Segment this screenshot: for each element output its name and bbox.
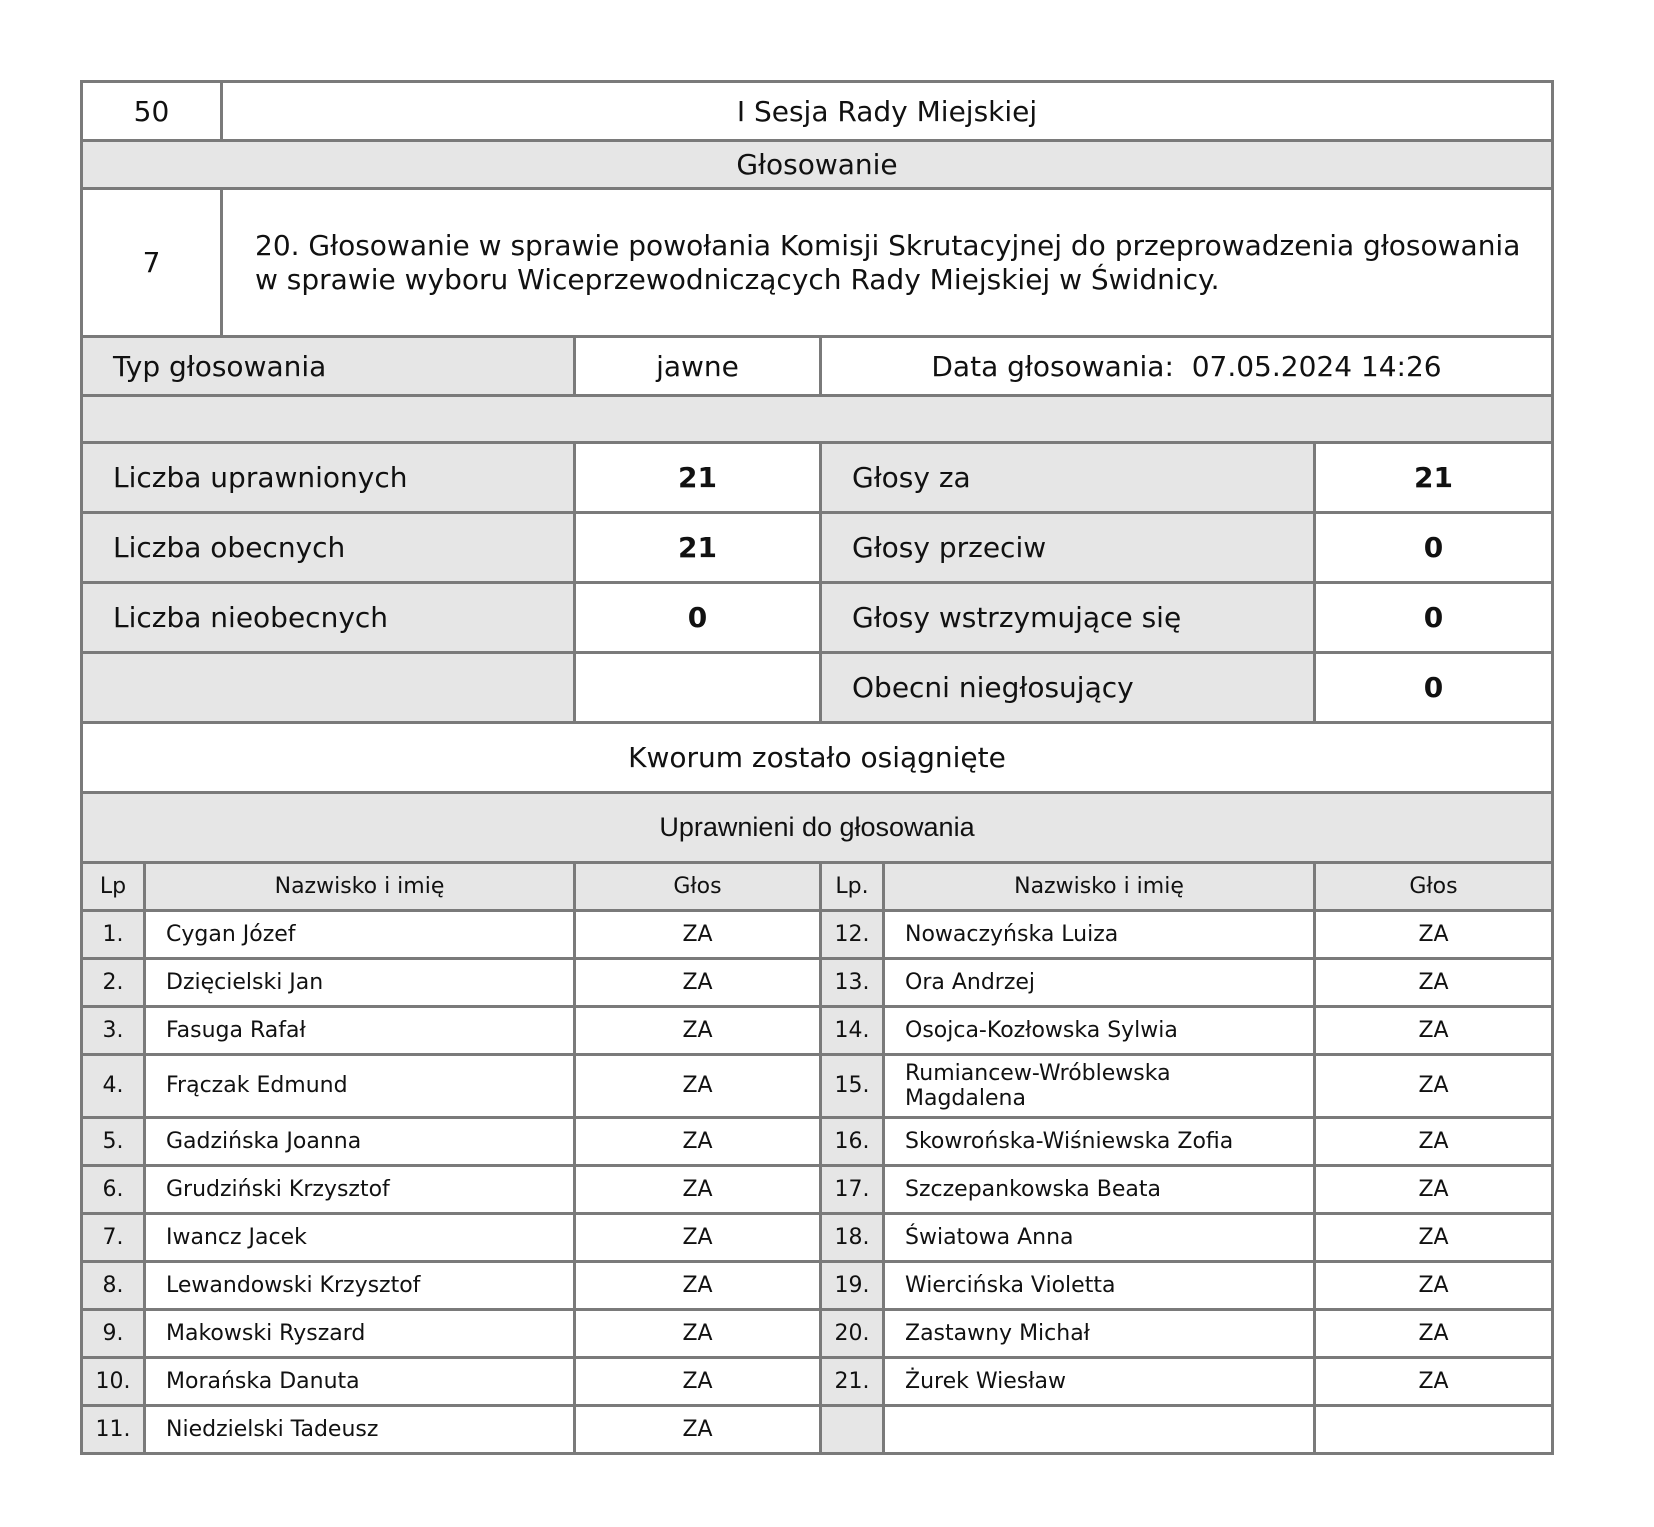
voter-vote: ZA	[1315, 1055, 1553, 1118]
voter-lp: 1.	[82, 911, 145, 959]
voter-lp: 17.	[821, 1166, 884, 1214]
voter-name: Wiercińska Violetta	[884, 1262, 1315, 1310]
voter-name	[884, 1406, 1315, 1454]
stat-value-votes-against: 0	[1315, 513, 1553, 583]
header-name-left: Nazwisko i imię	[145, 863, 575, 911]
voter-vote: ZA	[575, 1214, 821, 1262]
voter-vote: ZA	[575, 1262, 821, 1310]
vote-topic	[222, 189, 1553, 337]
table-row	[82, 959, 1553, 1007]
voter-vote: ZA	[1315, 911, 1553, 959]
voter-lp: 4.	[82, 1055, 145, 1118]
table-row	[82, 1310, 1553, 1358]
header-vote-left: Głos	[575, 863, 821, 911]
voter-name: Lewandowski Krzysztof	[145, 1262, 575, 1310]
vote-date-label: Data głosowania:	[931, 349, 1174, 383]
voter-lp: 7.	[82, 1214, 145, 1262]
table-row	[82, 1406, 1553, 1454]
quorum-table	[80, 721, 1554, 864]
table-row	[82, 1055, 1553, 1118]
voter-name: Skowrońska-Wiśniewska Zofia	[884, 1118, 1315, 1166]
voter-name: Makowski Ryszard	[145, 1310, 575, 1358]
voter-vote: ZA	[575, 1310, 821, 1358]
vote-type-label: Typ głosowania	[82, 337, 575, 396]
voter-name: Zastawny Michał	[884, 1310, 1315, 1358]
voter-vote: ZA	[1315, 1310, 1553, 1358]
voter-name: Grudziński Krzysztof	[145, 1166, 575, 1214]
voting-report	[80, 80, 1554, 1455]
voter-name: Szczepankowska Beata	[884, 1166, 1315, 1214]
voter-lp: 2.	[82, 959, 145, 1007]
voter-name: Nowaczyńska Luiza	[884, 911, 1315, 959]
table-row	[82, 1214, 1553, 1262]
voter-lp: 8.	[82, 1262, 145, 1310]
stat-value-not-voting: 0	[1315, 653, 1553, 723]
vote-item-number: 7	[82, 189, 222, 337]
voter-lp: 9.	[82, 1310, 145, 1358]
table-row	[82, 1358, 1553, 1406]
voter-name: Morańska Danuta	[145, 1358, 575, 1406]
session-number: 50	[82, 82, 222, 141]
stat-value-eligible: 21	[575, 443, 821, 513]
voters-title: Uprawnieni do głosowania	[82, 793, 1553, 863]
stat-value-abstain: 0	[1315, 583, 1553, 653]
voter-vote: ZA	[575, 1358, 821, 1406]
voter-lp	[821, 1406, 884, 1454]
voter-vote: ZA	[1315, 1214, 1553, 1262]
stat-label-votes-against: Głosy przeciw	[821, 513, 1315, 583]
voter-vote: ZA	[1315, 1118, 1553, 1166]
vote-type-value: jawne	[575, 337, 821, 396]
stats-table	[80, 441, 1554, 724]
voter-vote: ZA	[575, 911, 821, 959]
voter-name: Dzięcielski Jan	[145, 959, 575, 1007]
header-name-right: Nazwisko i imię	[884, 863, 1315, 911]
voter-vote: ZA	[575, 1055, 821, 1118]
voter-name: Niedzielski Tadeusz	[145, 1406, 575, 1454]
stat-value-present: 21	[575, 513, 821, 583]
stat-value-absent: 0	[575, 583, 821, 653]
voter-vote: ZA	[1315, 959, 1553, 1007]
voter-vote: ZA	[575, 1007, 821, 1055]
voter-lp: 5.	[82, 1118, 145, 1166]
stat-label-empty	[82, 653, 575, 723]
voter-vote: ZA	[575, 959, 821, 1007]
voter-vote: ZA	[1315, 1007, 1553, 1055]
voter-name: Ora Andrzej	[884, 959, 1315, 1007]
voter-name: Cygan Józef	[145, 911, 575, 959]
stat-label-absent: Liczba nieobecnych	[82, 583, 575, 653]
voter-lp: 12.	[821, 911, 884, 959]
voter-vote: ZA	[575, 1118, 821, 1166]
voter-lp: 19.	[821, 1262, 884, 1310]
voter-name: Frączak Edmund	[145, 1055, 575, 1118]
voter-name: Iwancz Jacek	[145, 1214, 575, 1262]
voter-lp: 15.	[821, 1055, 884, 1118]
table-row	[82, 1166, 1553, 1214]
voter-lp: 13.	[821, 959, 884, 1007]
stat-label-votes-for: Głosy za	[821, 443, 1315, 513]
voter-lp: 18.	[821, 1214, 884, 1262]
voter-name: Osojca-Kozłowska Sylwia	[884, 1007, 1315, 1055]
table-row	[82, 911, 1553, 959]
table-row	[82, 1118, 1553, 1166]
voter-lp: 10.	[82, 1358, 145, 1406]
voter-name: Rumiancew-Wróblewska Magdalena	[884, 1055, 1315, 1118]
vote-date-value: 07.05.2024 14:26	[1191, 349, 1442, 383]
session-header-table	[80, 80, 1554, 338]
voter-lp: 14.	[821, 1007, 884, 1055]
voter-name: Światowa Anna	[884, 1214, 1315, 1262]
voter-vote: ZA	[575, 1166, 821, 1214]
session-title: I Sesja Rady Miejskiej	[222, 82, 1553, 141]
stat-label-not-voting: Obecni niegłosujący	[821, 653, 1315, 723]
table-row	[82, 1007, 1553, 1055]
voter-name: Żurek Wiesław	[884, 1358, 1315, 1406]
voter-vote	[1315, 1406, 1553, 1454]
voter-lp: 21.	[821, 1358, 884, 1406]
voters-table	[80, 861, 1554, 1455]
header-lp-right: Lp.	[821, 863, 884, 911]
voter-lp: 6.	[82, 1166, 145, 1214]
voter-vote: ZA	[1315, 1358, 1553, 1406]
vote-info-table	[80, 335, 1554, 444]
section-label: Głosowanie	[82, 141, 1553, 189]
voter-lp: 3.	[82, 1007, 145, 1055]
voter-vote: ZA	[1315, 1166, 1553, 1214]
voters-body	[82, 911, 1553, 1454]
vote-topic-line-2: w sprawie wyboru Wiceprzewodniczących Rady Miejskiej w Świdnicy.	[255, 262, 1220, 296]
quorum-text: Kworum zostało osiągnięte	[82, 723, 1553, 793]
voter-lp: 16.	[821, 1118, 884, 1166]
voter-lp: 20.	[821, 1310, 884, 1358]
stat-value-empty	[575, 653, 821, 723]
vote-date	[821, 337, 1553, 396]
vote-topic-line-1: 20. Głosowanie w sprawie powołania Komisji Skrutacyjnej do przeprowadzenia głosowania	[255, 228, 1521, 262]
table-row	[82, 1262, 1553, 1310]
stat-value-votes-for: 21	[1315, 443, 1553, 513]
spacer-row	[82, 396, 1553, 443]
stat-label-eligible: Liczba uprawnionych	[82, 443, 575, 513]
header-vote-right: Głos	[1315, 863, 1553, 911]
stat-label-abstain: Głosy wstrzymujące się	[821, 583, 1315, 653]
voter-name: Gadzińska Joanna	[145, 1118, 575, 1166]
voter-lp: 11.	[82, 1406, 145, 1454]
header-lp-left: Lp	[82, 863, 145, 911]
voter-vote: ZA	[1315, 1262, 1553, 1310]
stat-label-present: Liczba obecnych	[82, 513, 575, 583]
voter-vote: ZA	[575, 1406, 821, 1454]
voter-name: Fasuga Rafał	[145, 1007, 575, 1055]
